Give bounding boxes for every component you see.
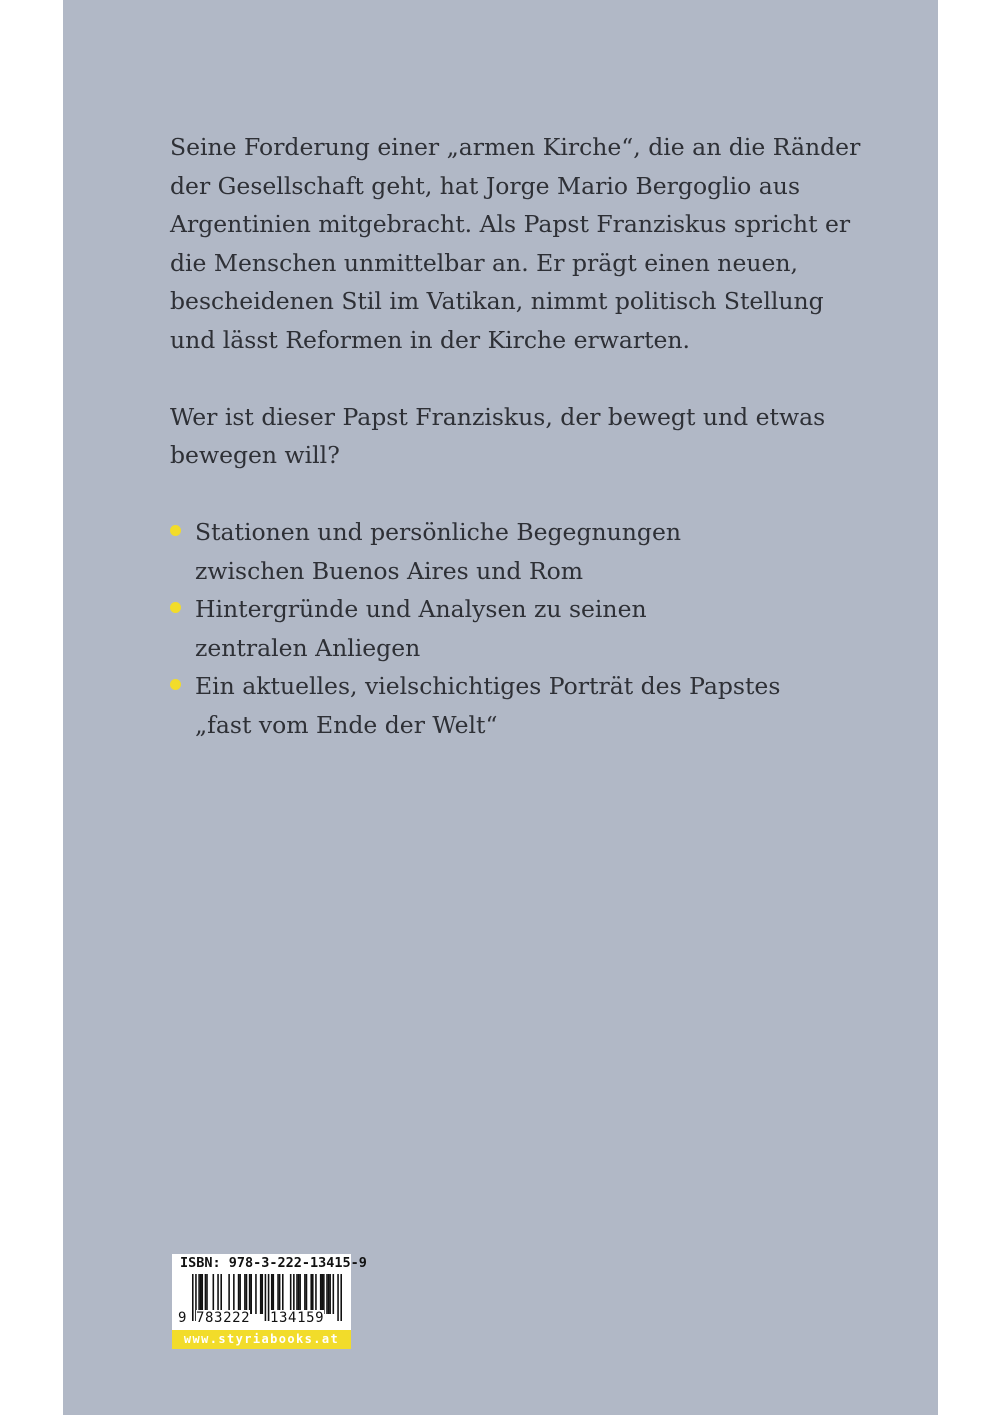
text-line: bescheidenen Stil im Vatikan, nimmt politisch Stellung [170, 287, 824, 315]
barcode-bar [296, 1274, 298, 1314]
ean-first-digit: 9 [178, 1310, 187, 1326]
text-line: Argentinien mitgebracht. Als Papst Franziskus spricht er [170, 210, 851, 238]
barcode-bar [337, 1274, 339, 1321]
bullet-item [170, 513, 810, 590]
ean-left-group: 783222 [196, 1310, 251, 1326]
barcode-bar [239, 1274, 241, 1314]
text-line: zwischen Buenos Aires und Rom [195, 556, 584, 585]
barcode-bar [238, 1274, 240, 1314]
text-line: die Menschen unmittelbar an. Er prägt einen neuen, [170, 248, 798, 277]
blurb-text [170, 128, 861, 744]
text-line: Ein aktuelles, vielschichtiges Porträt des Papstes [195, 672, 781, 700]
ean-right-group: 134159 [270, 1310, 325, 1326]
barcode-bar [279, 1274, 281, 1314]
barcode-bar [265, 1274, 267, 1321]
paragraph-intro [170, 128, 861, 359]
barcode-bar [246, 1274, 248, 1314]
barcode-bar [213, 1274, 215, 1314]
barcode-bar [206, 1274, 208, 1314]
barcode-bar [298, 1274, 300, 1314]
barcode-bar [260, 1274, 262, 1314]
barcode-bar [310, 1274, 312, 1314]
bullet-list [170, 513, 810, 744]
barcode-bar [321, 1274, 323, 1314]
barcode-bar [328, 1274, 330, 1314]
text-line: bewegen will? [170, 441, 340, 469]
text-line: Wer ist dieser Papst Franziskus, der bewegt und etwas [170, 402, 826, 431]
barcode-bar [320, 1274, 322, 1314]
barcode-bar [200, 1274, 202, 1314]
barcode-bar [205, 1274, 207, 1314]
barcode-bar [282, 1274, 284, 1314]
barcode-bar [315, 1274, 317, 1314]
barcode-bar [201, 1274, 203, 1314]
barcode-bar [304, 1274, 306, 1314]
text-line: zentralen Anliegen [195, 633, 421, 662]
bullet-item [170, 590, 810, 667]
barcode-bar [271, 1274, 273, 1314]
barcode-bar [333, 1274, 335, 1314]
text-line: Stationen und persönliche Begegnungen [195, 518, 681, 546]
barcode-box [172, 1254, 367, 1349]
paragraph-question [170, 398, 826, 475]
publisher-url: www.styriabooks.at [172, 1330, 351, 1349]
text-line: Seine Forderung einer „armen Kirche“, die an die Ränder [170, 133, 861, 161]
barcode-bar [198, 1274, 200, 1314]
text-line: der Gesellschaft geht, hat Jorge Mario Bergoglio aus [170, 171, 801, 200]
barcode-bar [250, 1274, 252, 1314]
barcode-bar [326, 1274, 328, 1314]
barcode-bar [233, 1274, 235, 1314]
barcode-bar [192, 1274, 194, 1321]
barcode-bar [249, 1274, 251, 1314]
barcode-bar [273, 1274, 275, 1314]
barcode-bar [244, 1274, 246, 1314]
text-line: Hintergründe und Analysen zu seinen [195, 595, 647, 623]
barcode-bar [299, 1274, 301, 1314]
text-line: und lässt Reformen in der Kirche erwarten. [170, 325, 691, 354]
barcode-bar [323, 1274, 325, 1314]
barcode-bar [340, 1274, 342, 1321]
barcode-bar [312, 1274, 314, 1314]
bullet-item [170, 667, 810, 744]
barcode-bar [228, 1274, 230, 1314]
barcode-bar [261, 1274, 263, 1314]
barcode-bar [306, 1274, 308, 1314]
yellow-dot-icon [170, 679, 181, 690]
barcode-bar [290, 1274, 292, 1314]
yellow-dot-icon [170, 602, 181, 613]
barcode-bar [293, 1274, 295, 1314]
barcode-bar [217, 1274, 219, 1314]
isbn-label: ISBN: 978-3-222-13415-9 [180, 1255, 367, 1271]
barcode-bar [277, 1274, 279, 1314]
barcode-bar [255, 1274, 257, 1314]
text-line: „fast vom Ende der Welt“ [195, 710, 498, 739]
yellow-dot-icon [170, 525, 181, 536]
barcode-bar [220, 1274, 222, 1314]
barcode-bar [329, 1274, 331, 1314]
